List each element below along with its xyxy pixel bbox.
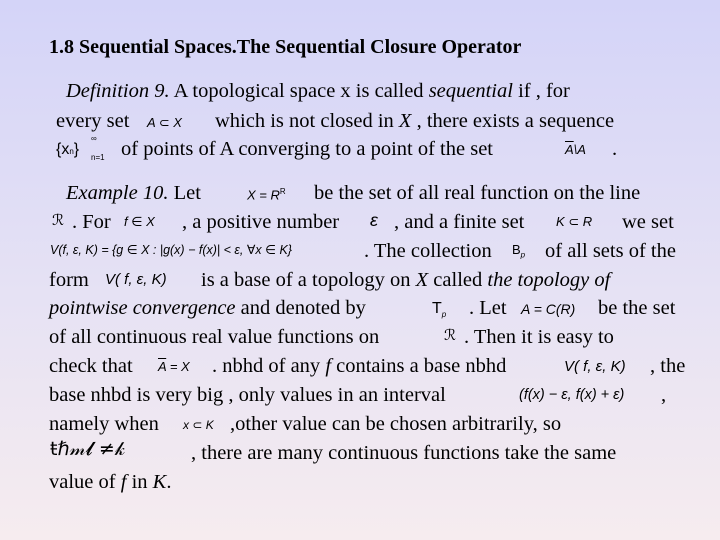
example-line-2c: , and a finite set — [394, 211, 525, 233]
definition-line-3-end: . — [612, 138, 618, 160]
definition-text: which is not closed in — [215, 110, 399, 132]
math-epsilon: ε — [370, 210, 378, 230]
math-real-line-symbol: ℛ — [52, 211, 64, 229]
example-text: be the set of all real function on the line — [314, 182, 641, 204]
math-x: X — [398, 110, 412, 132]
math-closure-a-minus-a: $\overline{A}\backslash A$ — [565, 142, 586, 157]
example-line-2d: we set — [622, 211, 674, 233]
math-closure-a-equals-x: $\overline{A} = X$ — [158, 359, 190, 374]
math-a-subset-x: A ⊂ X — [147, 115, 182, 130]
example-line-9b: ,other value can be chosen arbitrarily, so — [230, 413, 562, 435]
definition-line-3 — [121, 139, 493, 160]
example-line-3b: of all sets of the — [545, 240, 676, 262]
example-line-10: , there are many continuous functions take the same — [191, 442, 617, 464]
math-real-line-symbol: ℛ — [444, 326, 456, 344]
example-line-7c: , the — [650, 355, 686, 377]
example-line-2b: , a positive number — [182, 211, 340, 233]
math-k-subset-r: K ⊂ R — [556, 214, 593, 229]
definition-line-2 — [56, 111, 129, 132]
slide-title: 1.8 Sequential Spaces.The Sequential Closure Operator — [49, 36, 522, 58]
example-line-5b: . Let — [469, 297, 507, 319]
example-text: Let — [168, 182, 201, 204]
definition-label: Definition 9. — [66, 80, 170, 102]
example-line-7b: . nbhd of any f contains a base nbhd — [212, 355, 507, 377]
example-line-6b: . Then it is easy to — [464, 326, 614, 348]
emphasis-pointwise-convergence: pointwise convergence — [49, 297, 236, 319]
math-a-equals-c-r: A = C(R) — [521, 301, 576, 317]
math-v-f-eps-k: V( f, ε, K) — [105, 271, 167, 288]
example-line-5: pointwise convergence and denoted by — [49, 297, 366, 319]
example-line-5c: be the set — [598, 297, 676, 319]
definition-text: , there exists a sequence — [411, 110, 615, 132]
math-sequence: {xn} ∞ n=1 — [56, 134, 105, 162]
definition-line-1 — [66, 81, 570, 102]
math-garbled-formula: ŧℏ𝓂𝓵 ≠𝓀 — [50, 438, 126, 460]
example-line-8: base nhbd is very big , only values in an interval — [49, 384, 446, 406]
math-base-nbhd: V( f, ε, K) — [564, 358, 626, 375]
emphasis-sequential: sequential — [428, 80, 513, 102]
math-x-subset-k: x ⊂ K — [183, 418, 214, 432]
example-line-8b: , — [661, 384, 667, 406]
math-interval: (f(x) − ε, f(x) + ε) — [519, 387, 625, 403]
definition-text: every set — [56, 110, 130, 132]
math-t-p: $T_p$ — [432, 300, 447, 320]
math-x-equals-r-r: $X = R^R$ — [247, 187, 286, 203]
math-b-p: $B_p$ — [512, 242, 526, 260]
example-line-11: value of f in K. — [49, 471, 172, 493]
math-f-in-x: f ∈ X — [124, 214, 155, 229]
example-line-7: check that — [49, 355, 133, 377]
example-line-2: . For — [72, 211, 111, 233]
example-line-3: . The collection — [364, 240, 492, 262]
definition-text: A topological space x is called — [169, 80, 429, 102]
definition-text: of points of A converging to a point of the set — [121, 138, 493, 160]
definition-line-2b — [215, 111, 614, 132]
example-line-6: of all continuous real value functions on — [49, 326, 380, 348]
math-neighborhood-definition: V(f, ε, K) = {g ∈ X : |g(x) − f(x)| < ε, ∀x ∈ K} — [50, 243, 292, 257]
example-line-4: form — [49, 269, 89, 291]
definition-text: if , for — [512, 80, 570, 102]
example-line-1b — [314, 183, 640, 204]
example-line-9: namely when — [49, 413, 159, 435]
example-line-1 — [66, 183, 201, 204]
emphasis-topology-of: the topology of — [487, 269, 611, 291]
example-line-4b: is a base of a topology on X called the topology of — [201, 269, 611, 291]
example-label: Example 10. — [66, 182, 169, 204]
